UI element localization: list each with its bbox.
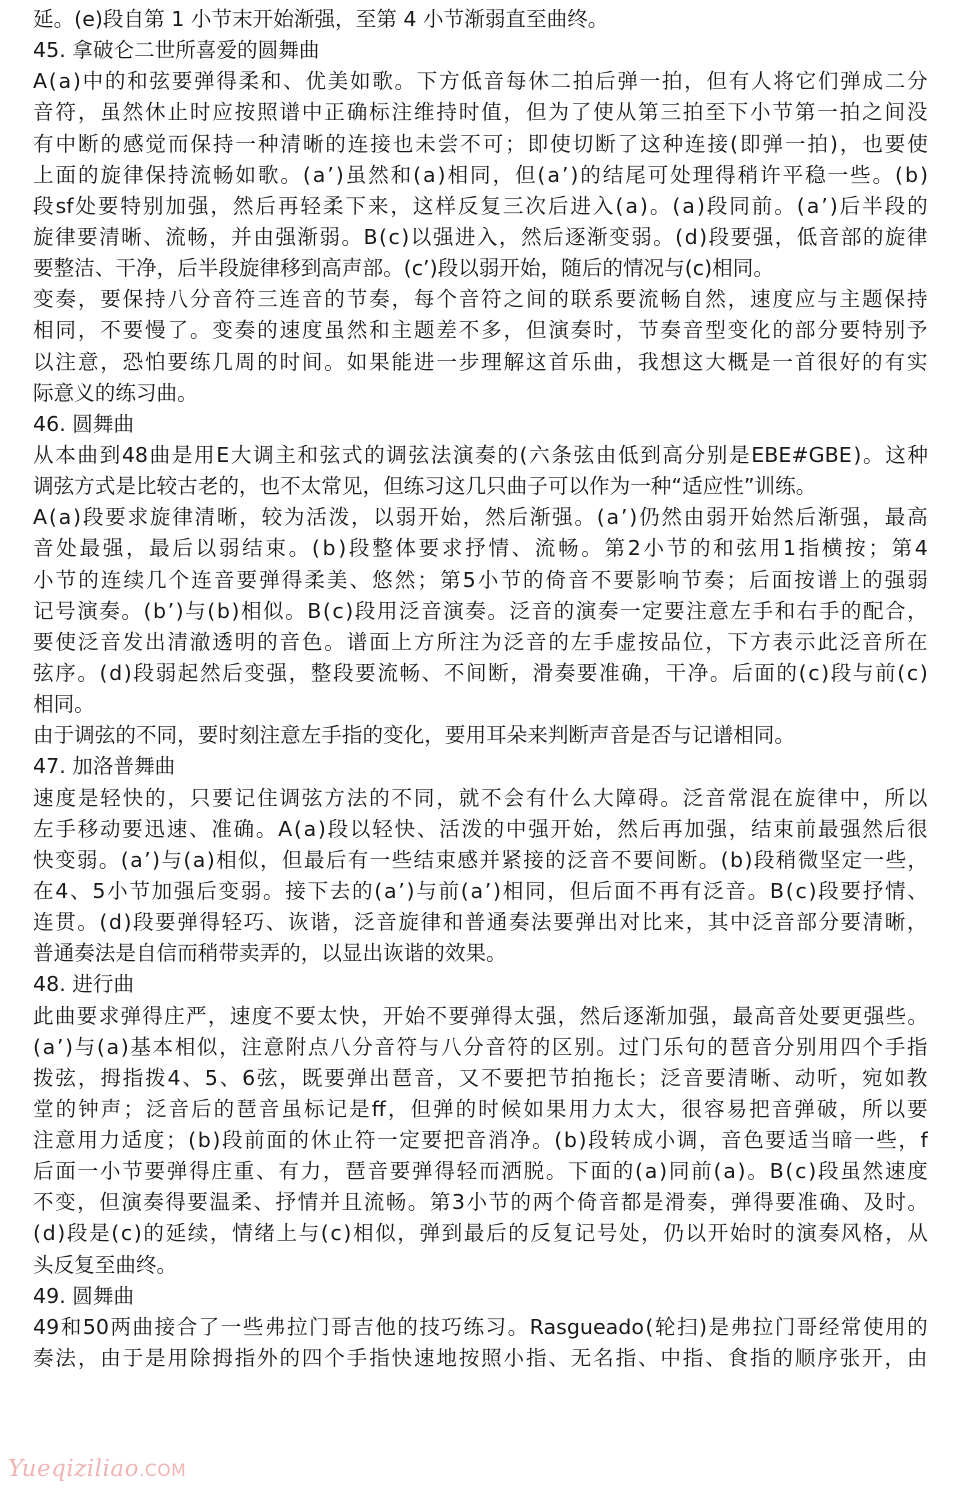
text-line: 48. 进行曲 <box>33 972 135 997</box>
text-line: 延。(e)段自第 1 小节末开始渐强，至第 4 小节渐弱直至曲终。 <box>33 7 609 31</box>
text-line: 音 处 最 强 ， 最 后 以 弱 结 束 。 ( b ) 段 整 体 要 求 抒 情 、 流 畅 。 第 2 小 节 的 和 弦 用 1 指 横 按 ； 第 4 <box>33 536 928 561</box>
text-line: A ( a ) 中 的 和 弦 要 弹 得 柔 和 、 优 美 如 歌 。 下 方 低 音 每 休 二 拍 后 弹 一 拍 ， 但 有 人 将 它 们 弹 成 二 分 <box>33 69 928 94</box>
text-line: 速 度 是 轻 快 的 ， 只 要 记 住 调 弦 方 法 的 不 同 ， 就 不 会 有 什 么 大 障 碍 。 泛 音 常 混 在 旋 律 中 ， 所 以 <box>33 785 928 810</box>
text-line: 45. 拿破仑二世所喜爱的圆舞曲 <box>33 38 320 63</box>
text-line: 此 曲 要 求 弹 得 庄 严 ， 速 度 不 要 太 快 ， 开 始 不 要 弹 得 太 强 ， 然 后 逐 渐 加 强 ， 最 高 音 处 要 更 强 些 。 <box>33 1003 928 1028</box>
text-line: 调弦方式是比较古老的，也不太常见，但练习这几只曲子可以作为一种“适应性”训练。 <box>33 474 817 499</box>
text-line: 奏 法 ， 由 于 是 用 除 拇 指 外 的 四 个 手 指 快 速 地 按 照 小 指 、 无 名 指 、 中 指 、 食 指 的 顺 序 张 开 ， 由 <box>33 1346 928 1371</box>
watermark-main: Yueqiziliao <box>8 1456 139 1482</box>
text-line: 上 面 的 旋 律 保 持 流 畅 如 歌 。 ( a ’ ) 虽 然 和 ( a ) 相 同 ， 但 ( a ’ ) 的 结 尾 可 处 理 得 稍 许 平 稳 一 些 。 ( b ) <box>33 162 928 187</box>
text-line: 以 注 意 ， 恐 怕 要 练 几 周 的 时 间 。 如 果 能 进 一 步 理 解 这 首 乐 曲 ， 我 想 这 大 概 是 一 首 很 好 的 有 实 <box>33 349 928 374</box>
text-line: 注 意 用 力 适 度 ； ( b ) 段 前 面 的 休 止 符 一 定 要 把 音 消 净 。 ( b ) 段 转 成 小 调 ， 音 色 要 适 当 暗 一 些 ， f <box>33 1128 928 1153</box>
text-line: 49 和 50 两 曲 接 合 了 一 些 弗 拉 门 哥 吉 他 的 技 巧 练 习 。 Rasgueado ( 轮 扫 ) 是 弗 拉 门 哥 经 常 使 用 的 <box>33 1314 928 1339</box>
text-line: 普通奏法是自信而稍带卖弄的，以显出诙谐的效果。 <box>33 941 507 966</box>
text-line: 由于调弦的不同，要时刻注意左手指的变化，要用耳朵来判断声音是否与记谱相同。 <box>33 723 795 748</box>
text-line: 记 号 演 奏 。 ( b ’ ) 与 ( b ) 相 似 。 B ( c ) 段 用 泛 音 演 奏 。 泛 音 的 演 奏 一 定 要 注 意 左 手 和 右 手 的 配 合 ， <box>33 598 928 623</box>
text-line: 变 奏 ， 要 保 持 八 分 音 符 三 连 音 的 节 奏 ， 每 个 音 符 之 间 的 联 系 要 流 畅 自 然 ， 速 度 应 与 主 题 保 持 <box>33 287 928 312</box>
text-line: 要整洁、干净，后半段旋律移到高声部。(c’)段以弱开始，随后的情况与(c)相同。 <box>33 256 774 281</box>
text-line: 后 面 一 小 节 要 弹 得 庄 重 、 有 力 ， 琶 音 要 弹 得 轻 而 洒 脱 。 下 面 的 ( a ) 同 前 ( a ) 。 B ( c ) 段 虽 然 速 度 <box>33 1159 928 1184</box>
text-line: 在 4 、 5 小 节 加 强 后 变 弱 。 接 下 去 的 ( a ’ ) 与 前 ( a ’ ) 相 同 ， 但 后 面 不 再 有 泛 音 。 B ( c ) 段 要 抒 情 、 <box>33 878 928 903</box>
text-line: 堂 的 钟 声 ； 泛 音 后 的 琶 音 虽 标 记 是 ff ， 但 弹 的 时 候 如 果 用 力 太 大 ， 很 容 易 把 音 弹 破 ， 所 以 要 <box>33 1096 928 1121</box>
text-line: 相 同 ， 不 要 慢 了 。 变 奏 的 速 度 虽 然 和 主 题 差 不 多 ， 但 演 奏 时 ， 节 奏 音 型 变 化 的 部 分 要 特 别 予 <box>33 318 928 343</box>
text-line: 段 sf 处 要 特 别 加 强 ， 然 后 再 轻 柔 下 来 ， 这 样 反 复 三 次 后 进 入 ( a ) 。 ( a ) 段 同 前 。 ( a ’ ) 后 半 段 的 <box>33 193 928 218</box>
text-line: 46. 圆舞曲 <box>33 411 135 436</box>
text-line: 拨 弦 ， 拇 指 拨 4 、 5 、 6 弦 ， 既 要 弹 出 琶 音 ， 又 不 要 把 节 拍 拖 长 ； 泛 音 要 清 晰 、 动 听 ， 宛 如 教 <box>33 1065 928 1090</box>
text-line: ( d ) 段 是 ( c ) 的 延 续 ， 情 绪 上 与 ( c ) 相 似 ， 弹 到 最 后 的 反 复 记 号 处 ， 仍 以 开 始 时 的 演 奏 风 格 ， 从 <box>33 1221 928 1246</box>
text-line: ( a ’ ) 与 ( a ) 基 本 相 似 ， 注 意 附 点 八 分 音 符 与 八 分 音 符 的 区 别 。 过 门 乐 句 的 琶 音 分 别 用 四 个 手 指 <box>33 1034 928 1059</box>
text-line: 相同。 <box>33 692 95 717</box>
text-line: 不 变 ， 但 演 奏 得 要 温 柔 、 抒 情 并 且 流 畅 。 第 3 小 节 的 两 个 倚 音 都 是 滑 奏 ， 弹 得 要 准 确 、 及 时 。 <box>33 1190 928 1215</box>
text-line: 有 中 断 的 感 觉 而 保 持 一 种 清 晰 的 连 接 也 未 尝 不 可 ； 即 使 切 断 了 这 种 连 接 ( 即 弹 一 拍 ) ， 也 要 使 <box>33 131 928 156</box>
text-line: 小 节 的 连 续 几 个 连 音 要 弹 得 柔 美 、 悠 然 ； 第 5 小 节 的 倚 音 不 要 影 响 节 奏 ； 后 面 按 谱 上 的 强 弱 <box>33 567 928 592</box>
watermark-domain: .COM <box>138 1461 187 1481</box>
text-line: 头反复至曲终。 <box>33 1252 178 1277</box>
site-watermark <box>8 1456 186 1482</box>
document-body <box>33 0 928 1374</box>
text-line: A ( a ) 段 要 求 旋 律 清 晰 ， 较 为 活 泼 ， 以 弱 开 始 ， 然 后 渐 强 。 ( a ’ ) 仍 然 由 弱 开 始 然 后 渐 强 ， 最 高 <box>33 505 928 530</box>
text-line: 49. 圆舞曲 <box>33 1283 135 1308</box>
text-line: 旋 律 要 清 晰 、 流 畅 ， 并 由 强 渐 弱 。 B ( c ) 以 强 进 入 ， 然 后 逐 渐 变 弱 。 ( d ) 段 要 强 ， 低 音 部 的 旋 律 <box>33 224 928 249</box>
text-line: 要 使 泛 音 发 出 清 澈 透 明 的 音 色 。 谱 面 上 方 所 注 为 泛 音 的 左 手 虚 按 品 位 ， 下 方 表 示 此 泛 音 所 在 <box>33 629 928 654</box>
text-line: 弦 序 。 ( d ) 段 弱 起 然 后 变 强 ， 整 段 要 流 畅 、 不 间 断 ， 滑 奏 要 准 确 ， 干 净 。 后 面 的 ( c ) 段 与 前 ( c ) <box>33 660 928 685</box>
text-line: 快 变 弱 。 ( a ’ ) 与 ( a ) 相 似 ， 但 最 后 有 一 些 结 束 感 并 紧 接 的 泛 音 不 要 间 断 。 ( b ) 段 稍 微 坚 定 一 些 ， <box>33 847 928 872</box>
text-line: 左 手 移 动 要 迅 速 、 准 确 。 A ( a ) 段 以 轻 快 、 活 泼 的 中 强 开 始 ， 然 后 再 加 强 ， 结 束 前 最 强 然 后 很 <box>33 816 928 841</box>
text-line: 音 符 ， 虽 然 休 止 时 应 按 照 谱 中 正 确 标 注 维 持 时 值 ， 但 为 了 使 从 第 三 拍 至 下 小 节 第 一 拍 之 间 没 <box>33 100 928 125</box>
text-line: 连 贯 。 ( d ) 段 要 弹 得 轻 巧 、 诙 谐 ， 泛 音 旋 律 和 普 通 奏 法 要 弹 出 对 比 来 ， 其 中 泛 音 部 分 要 清 晰 ， <box>33 910 928 935</box>
text-line: 47. 加洛普舞曲 <box>33 754 176 779</box>
text-line: 从 本 曲 到 48 曲 是 用 E 大 调 主 和 弦 式 的 调 弦 法 演 奏 的 ( 六 条 弦 由 低 到 高 分 别 是 EBE#GBE ) 。 这 种 <box>33 442 928 467</box>
text-line: 际意义的练习曲。 <box>33 380 198 405</box>
